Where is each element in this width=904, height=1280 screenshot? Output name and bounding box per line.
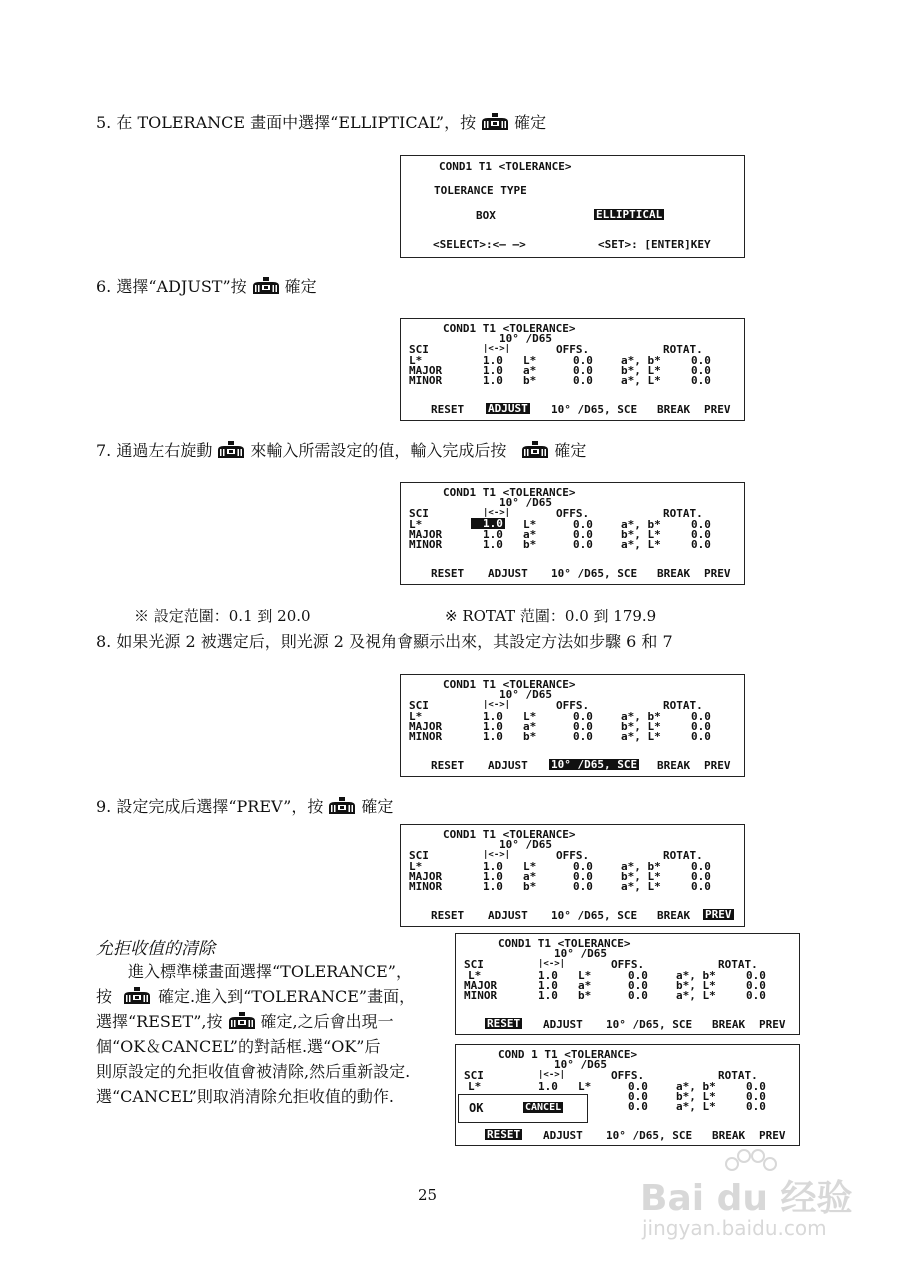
lcd-rotat: ROTAT. (718, 958, 758, 971)
menu-illuminant[interactable]: 10° /D65, SCE (606, 1018, 693, 1031)
lcd-offs: OFFS. (556, 507, 590, 520)
rot-value: 0.0 (746, 1080, 766, 1093)
offs-label: L* (578, 1080, 592, 1093)
lcd-rotat: ROTAT. (663, 343, 703, 356)
offs-value: 0.0 (628, 1090, 648, 1103)
span-icon: |<->| (538, 1070, 566, 1080)
rotat-range-note: ※ ROTAT 范圍：0.0 到 179.9 (445, 607, 657, 625)
span-icon: |<->| (538, 959, 566, 969)
row-label: L* (409, 518, 423, 531)
menu-break[interactable]: BREAK (657, 567, 691, 580)
menu-adjust[interactable]: ADJUST (543, 1018, 583, 1031)
row-label: MAJOR (409, 870, 443, 883)
step-text: 確定 (284, 277, 317, 296)
step-6 (96, 277, 317, 297)
lcd-rotat: ROTAT. (663, 507, 703, 520)
lcd-header: COND1 T1 <TOLERANCE> (443, 828, 576, 841)
rot-value: 0.0 (691, 730, 711, 743)
row-label: L* (409, 354, 423, 367)
row-value: 1.0 (483, 364, 503, 377)
step-8 (96, 632, 673, 652)
row-value: 1.0 (483, 538, 503, 551)
offs-value: 0.0 (628, 989, 648, 1002)
rot-label: b*, L* (621, 720, 661, 733)
row-label: MINOR (409, 880, 443, 893)
offs-value: 0.0 (628, 979, 648, 992)
paragraph-text: 確定,之后會出現一 (260, 1012, 394, 1031)
menu-prev[interactable]: PREV (759, 1018, 786, 1031)
row-value: 1.0 (483, 870, 503, 883)
lcd-offs: OFFS. (611, 1069, 645, 1082)
step-text: 設定完成后選擇“PREV”，按 (116, 797, 324, 816)
lcd-screen-reset (455, 933, 800, 1035)
span-icon: |<->| (483, 700, 511, 710)
row-label: MAJOR (409, 720, 443, 733)
menu-illuminant[interactable]: 10° /D65, SCE (551, 403, 638, 416)
lcd-sci: SCI (464, 958, 484, 971)
offs-label: b* (578, 989, 592, 1002)
offs-value: 0.0 (573, 730, 593, 743)
lcd-sci: SCI (409, 343, 429, 356)
lcd-header: COND 1 T1 <TOLERANCE> (498, 1048, 638, 1061)
step-text: 確定 (514, 113, 547, 132)
rot-label: b*, L* (676, 979, 716, 992)
row-value: 1.0 (538, 989, 558, 1002)
menu-adjust[interactable]: ADJUST (543, 1129, 583, 1142)
rot-value: 0.0 (691, 880, 711, 893)
lcd-header: COND1 T1 <TOLERANCE> (439, 160, 572, 173)
rot-label: a*, b* (676, 1080, 716, 1093)
rot-label: a*, L* (621, 730, 661, 743)
lcd-rotat: ROTAT. (663, 699, 703, 712)
lcd-title: TOLERANCE TYPE (434, 184, 527, 197)
enter-knob-icon (327, 797, 357, 815)
lcd-sci: SCI (409, 507, 429, 520)
offs-value: 0.0 (573, 538, 593, 551)
row-value-editing[interactable]: 1.0 (471, 518, 505, 529)
section-paragraph (96, 959, 448, 1109)
lcd-screen-prev (400, 824, 745, 927)
option-box[interactable]: BOX (476, 209, 496, 222)
step-text: 選擇“ADJUST”按 (116, 277, 247, 296)
lcd-header: COND1 T1 <TOLERANCE> (443, 678, 576, 691)
offs-label: a* (523, 720, 537, 733)
rot-value: 0.0 (691, 710, 711, 723)
step-number: 9. (96, 797, 112, 816)
lcd-footer-select: <SELECT>:<— —> (433, 238, 526, 251)
lcd-screen-illuminant (400, 674, 745, 777)
rot-value: 0.0 (746, 1090, 766, 1103)
offs-value: 0.0 (573, 364, 593, 377)
offs-label: a* (523, 364, 537, 377)
offs-value: 0.0 (573, 518, 593, 531)
rot-label: b*, L* (621, 528, 661, 541)
menu-prev[interactable]: PREV (704, 567, 731, 580)
lcd-screen-tolerance-type (400, 155, 745, 258)
menu-illuminant[interactable]: 10° /D65, SCE (606, 1129, 693, 1142)
enter-knob-icon (227, 1012, 257, 1030)
lcd-offs: OFFS. (556, 849, 590, 862)
lcd-rotat: ROTAT. (718, 1069, 758, 1082)
offs-label: b* (523, 730, 537, 743)
step-5 (96, 113, 546, 133)
step-number: 8. (96, 632, 112, 651)
enter-knob-icon (480, 113, 510, 131)
rot-value: 0.0 (746, 969, 766, 982)
offs-label: L* (523, 518, 537, 531)
step-9 (96, 797, 393, 817)
step-text: 通過左右旋動 (116, 441, 213, 460)
row-label: MAJOR (464, 979, 498, 992)
step-7 (96, 441, 586, 461)
row-label: L* (468, 969, 482, 982)
menu-adjust[interactable]: ADJUST (488, 759, 528, 772)
row-value: 1.0 (538, 979, 558, 992)
offs-label: a* (578, 979, 592, 992)
watermark-brand: Bai du 经验 (640, 1178, 853, 1219)
row-value: 1.0 (483, 710, 503, 723)
menu-break[interactable]: BREAK (657, 403, 691, 416)
rot-label: b*, L* (676, 1090, 716, 1103)
menu-break[interactable]: BREAK (657, 909, 691, 922)
row-value: 1.0 (483, 880, 503, 893)
offs-value: 0.0 (573, 710, 593, 723)
menu-reset[interactable]: RESET (431, 909, 465, 922)
step-text: 在 TOLERANCE 畫面中選擇“ELLIPTICAL”，按 (116, 113, 477, 132)
row-value: 1.0 (483, 354, 503, 367)
offs-label: b* (523, 538, 537, 551)
offs-value: 0.0 (573, 880, 593, 893)
menu-reset[interactable]: RESET (487, 1128, 521, 1141)
offs-label: b* (523, 374, 537, 387)
step-text: 如果光源 2 被選定后，則光源 2 及視角會顯示出來，其設定方法如步驟 6 和 7 (116, 632, 673, 651)
row-value: 1.0 (483, 720, 503, 733)
rot-label: a*, L* (676, 989, 716, 1002)
menu-reset[interactable]: RESET (431, 759, 465, 772)
rot-value: 0.0 (691, 518, 711, 531)
offs-value: 0.0 (573, 870, 593, 883)
lcd-illuminant: 10° /D65 (499, 496, 552, 509)
paragraph-line: 選“CANCEL”則取消清除允拒收值的動作. (96, 1087, 394, 1106)
rot-label: a*, b* (621, 860, 661, 873)
paragraph-text: 確定.進入到“TOLERANCE”畫面， (158, 987, 416, 1006)
rot-label: a*, b* (621, 518, 661, 531)
page-number: 25 (418, 1186, 438, 1204)
rot-value: 0.0 (746, 979, 766, 992)
menu-prev[interactable]: PREV (705, 908, 732, 921)
offs-value: 0.0 (573, 528, 593, 541)
offs-label: L* (523, 860, 537, 873)
rot-value: 0.0 (691, 870, 711, 883)
rot-label: a*, L* (621, 880, 661, 893)
offs-label: a* (523, 528, 537, 541)
menu-adjust[interactable]: ADJUST (488, 909, 528, 922)
offs-value: 0.0 (628, 969, 648, 982)
rot-value: 0.0 (691, 354, 711, 367)
step-text: 來輸入所需設定的值，輸入完成后按 (250, 441, 507, 460)
row-value: 1.0 (538, 969, 558, 982)
rot-value: 0.0 (746, 989, 766, 1002)
lcd-screen-adjust (400, 318, 745, 421)
menu-reset[interactable]: RESET (487, 1017, 521, 1030)
row-value: 1.0 (483, 860, 503, 873)
row-label: MAJOR (409, 528, 443, 541)
row-label: MAJOR (409, 364, 443, 377)
menu-prev[interactable]: PREV (704, 403, 731, 416)
offs-value: 0.0 (573, 374, 593, 387)
lcd-sci: SCI (464, 1069, 484, 1082)
rot-value: 0.0 (691, 538, 711, 551)
step-text: 確定 (554, 441, 587, 460)
step-number: 6. (96, 277, 112, 296)
row-value: 1.0 (483, 374, 503, 387)
paragraph-line: 個“OK＆CANCEL”的對話框.選“OK”后 (96, 1037, 381, 1056)
paragraph-line: 進入標準樣畫面選擇“TOLERANCE”， (96, 962, 412, 981)
row-label: L* (409, 710, 423, 723)
rot-value: 0.0 (691, 528, 711, 541)
dialog-cancel-button[interactable]: CANCEL (525, 1102, 562, 1113)
row-label: MINOR (464, 989, 498, 1002)
enter-knob-icon (122, 987, 152, 1005)
lcd-header: COND1 T1 <TOLERANCE> (498, 937, 631, 950)
step-text: 確定 (361, 797, 394, 816)
paragraph-text: 選擇“RESET”,按 (96, 1012, 223, 1031)
ok-cancel-dialog (458, 1094, 588, 1123)
offs-label: L* (523, 710, 537, 723)
rot-label: a*, L* (676, 1100, 716, 1113)
offs-label: L* (523, 354, 537, 367)
row-label: MINOR (409, 538, 443, 551)
span-icon: |<->| (483, 850, 511, 860)
paragraph-line: 則原設定的允拒收值會被清除,然后重新設定. (96, 1062, 411, 1081)
lcd-illuminant: 10° /D65 (499, 838, 552, 851)
step-number: 5. (96, 113, 112, 132)
offs-label: b* (523, 880, 537, 893)
rot-label: a*, b* (621, 354, 661, 367)
lcd-sci: SCI (409, 849, 429, 862)
rot-label: a*, L* (621, 538, 661, 551)
rot-value: 0.0 (691, 364, 711, 377)
offs-value: 0.0 (573, 860, 593, 873)
lcd-illuminant: 10° /D65 (499, 688, 552, 701)
lcd-footer-set: <SET>: [ENTER]KEY (598, 238, 711, 251)
lcd-offs: OFFS. (611, 958, 645, 971)
enter-knob-icon (520, 441, 550, 459)
menu-reset[interactable]: RESET (431, 567, 465, 580)
lcd-offs: OFFS. (556, 343, 590, 356)
menu-prev[interactable]: PREV (759, 1129, 786, 1142)
lcd-rotat: ROTAT. (663, 849, 703, 862)
menu-illuminant[interactable]: 10° /D65, SCE (551, 567, 638, 580)
lcd-screen-value-edit (400, 482, 745, 585)
menu-prev[interactable]: PREV (704, 759, 731, 772)
rot-label: a*, L* (621, 374, 661, 387)
lcd-illuminant: 10° /D65 (554, 1058, 607, 1071)
rot-value: 0.0 (691, 720, 711, 733)
rot-label: a*, b* (676, 969, 716, 982)
menu-adjust[interactable]: ADJUST (488, 402, 528, 415)
menu-illuminant[interactable]: 10° /D65, SCE (551, 758, 638, 771)
rot-value: 0.0 (691, 374, 711, 387)
dialog-ok-button[interactable]: OK (469, 1101, 484, 1115)
span-icon: |<->| (483, 344, 511, 354)
rot-label: b*, L* (621, 870, 661, 883)
row-value: 1.0 (483, 528, 503, 541)
paragraph-text: 按 (96, 987, 113, 1006)
menu-adjust[interactable]: ADJUST (488, 567, 528, 580)
row-label: MINOR (409, 374, 443, 387)
row-label: MINOR (409, 730, 443, 743)
offs-value: 0.0 (628, 1100, 648, 1113)
lcd-header: COND1 T1 <TOLERANCE> (443, 486, 576, 499)
offs-value: 0.0 (573, 354, 593, 367)
rot-label: a*, b* (621, 710, 661, 723)
offs-value: 0.0 (628, 1080, 648, 1093)
menu-reset[interactable]: RESET (431, 403, 465, 416)
rotary-knob-icon (216, 441, 246, 459)
offs-label: L* (578, 969, 592, 982)
row-value: 1.0 (483, 730, 503, 743)
row-label: L* (468, 1080, 482, 1093)
row-label: L* (409, 860, 423, 873)
lcd-screen-reset-dialog (455, 1044, 800, 1146)
menu-break[interactable]: BREAK (712, 1129, 746, 1142)
offs-label: a* (523, 870, 537, 883)
lcd-illuminant: 10° /D65 (554, 947, 607, 960)
lcd-offs: OFFS. (556, 699, 590, 712)
rot-label: b*, L* (621, 364, 661, 377)
menu-break[interactable]: BREAK (657, 759, 691, 772)
section-title: 允拒收值的清除 (96, 939, 215, 959)
lcd-header: COND1 T1 <TOLERANCE> (443, 322, 576, 335)
watermark-url: jingyan.baidu.com (642, 1216, 827, 1240)
span-icon: |<->| (483, 508, 511, 518)
rot-value: 0.0 (746, 1100, 766, 1113)
menu-break[interactable]: BREAK (712, 1018, 746, 1031)
menu-illuminant[interactable]: 10° /D65, SCE (551, 909, 638, 922)
row-value: 1.0 (538, 1080, 558, 1093)
offs-value: 0.0 (573, 720, 593, 733)
step-number: 7. (96, 441, 112, 460)
lcd-sci: SCI (409, 699, 429, 712)
enter-knob-icon (251, 277, 281, 295)
range-note: ※ 設定范圍：0.1 到 20.0 (134, 607, 311, 625)
option-elliptical[interactable]: ELLIPTICAL (596, 208, 663, 221)
rot-value: 0.0 (691, 860, 711, 873)
lcd-illuminant: 10° /D65 (499, 332, 552, 345)
